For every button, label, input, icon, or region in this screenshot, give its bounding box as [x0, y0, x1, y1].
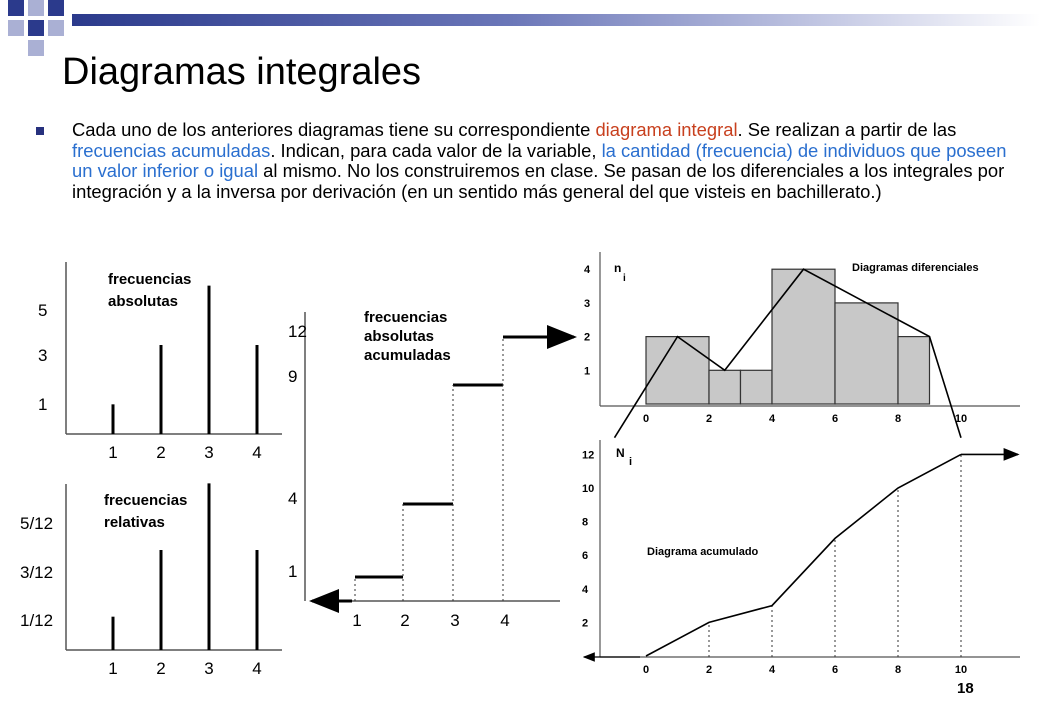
y-tick-label: 3 — [584, 297, 591, 310]
y-tick-label: 5/12 — [20, 514, 54, 533]
x-tick-label: 3 — [204, 443, 214, 462]
x-tick-label: 2 — [400, 611, 410, 630]
x-tick-label: 3 — [450, 611, 460, 630]
y-tick-label: 1 — [584, 365, 591, 378]
x-tick-label: 1 — [352, 611, 362, 630]
histogram-bar — [898, 337, 930, 404]
y-tick-label: 9 — [288, 367, 298, 386]
chart-title-line: relativas — [104, 514, 165, 531]
x-tick-label: 6 — [831, 413, 839, 425]
paragraph-segment: . Indican, para cada valor de la variable, — [270, 139, 602, 161]
x-tick-label: 3 — [204, 659, 214, 678]
histogram-bar — [835, 303, 898, 404]
x-tick-label: 8 — [894, 413, 902, 425]
x-tick-label: 4 — [252, 443, 262, 462]
page-number: 18 — [957, 680, 974, 697]
histogram-bar — [741, 370, 773, 404]
x-tick-label: 2 — [705, 413, 713, 425]
y-tick-label: 2 — [584, 331, 591, 344]
paragraph-segment: frecuencias acumuladas — [72, 139, 271, 161]
y-tick-label: 3/12 — [20, 563, 54, 582]
chart-title-line: frecuencias — [364, 309, 448, 326]
x-tick-label: 1 — [108, 443, 118, 462]
y-axis-label-sub: i — [623, 273, 626, 284]
y-tick-label: 4 — [584, 264, 591, 277]
y-tick-label: 3 — [38, 346, 48, 365]
paragraph-segment: al mismo. No los construiremos en clase. Se pasan de los diferenciales a los integrales por integración y a la inversa por derivación (en un sentido más general del que visteis en bachillerato.) — [72, 160, 1005, 202]
paragraph-segment: diagrama integral — [595, 119, 738, 140]
paragraph-segment: . Se realizan a partir de las — [737, 119, 957, 140]
paragraph-segment: Cada uno de los anteriores diagramas tiene su correspondiente — [72, 119, 596, 140]
y-tick-label: 12 — [288, 322, 307, 341]
x-tick-label: 0 — [642, 664, 650, 676]
y-tick-label: 10 — [582, 483, 595, 495]
paragraph-segment: la cantidad (frecuencia) de individuos que poseen un valor inferior o igual — [72, 139, 1007, 181]
y-tick-label: 1 — [38, 395, 48, 414]
chart-title: Diagramas diferenciales — [852, 262, 979, 274]
x-tick-label: 1 — [108, 659, 118, 678]
y-tick-label: 8 — [582, 516, 589, 529]
x-tick-label: 0 — [642, 413, 650, 425]
x-tick-label: 6 — [831, 664, 839, 676]
x-tick-label: 4 — [500, 611, 510, 630]
chart-title-line: frecuencias — [104, 492, 188, 509]
chart-title: Diagrama acumulado — [647, 546, 759, 558]
chart-title-line: absolutas — [364, 328, 435, 345]
y-tick-label: 1 — [288, 562, 298, 581]
x-tick-label: 4 — [252, 659, 262, 678]
y-axis-label: n — [614, 261, 622, 275]
x-tick-label: 2 — [156, 659, 166, 678]
y-tick-label: 4 — [288, 489, 298, 508]
x-tick-label: 4 — [768, 413, 776, 425]
x-tick-label: 8 — [894, 664, 902, 676]
chart-title-line: absolutas — [108, 293, 179, 310]
slide-title: Diagramas integrales — [62, 51, 422, 93]
x-tick-label: 2 — [156, 443, 166, 462]
x-tick-label: 10 — [954, 413, 968, 425]
chart-title-line: acumuladas — [364, 347, 451, 364]
x-tick-label: 4 — [768, 664, 776, 676]
y-tick-label: 1/12 — [20, 611, 54, 630]
y-tick-label: 5 — [38, 301, 48, 320]
y-tick-label: 6 — [582, 550, 589, 563]
y-tick-label: 2 — [582, 617, 589, 630]
histogram-bar — [772, 269, 835, 404]
chart-title-line: frecuencias — [108, 271, 192, 288]
x-tick-label: 10 — [954, 664, 968, 676]
x-tick-label: 2 — [705, 664, 713, 676]
y-tick-label: 12 — [582, 449, 595, 462]
histogram-bar — [709, 370, 741, 404]
y-tick-label: 4 — [582, 583, 589, 596]
histogram-bar — [646, 337, 709, 404]
y-axis-label: N — [616, 446, 625, 460]
y-axis-label-sub: i — [629, 456, 633, 468]
